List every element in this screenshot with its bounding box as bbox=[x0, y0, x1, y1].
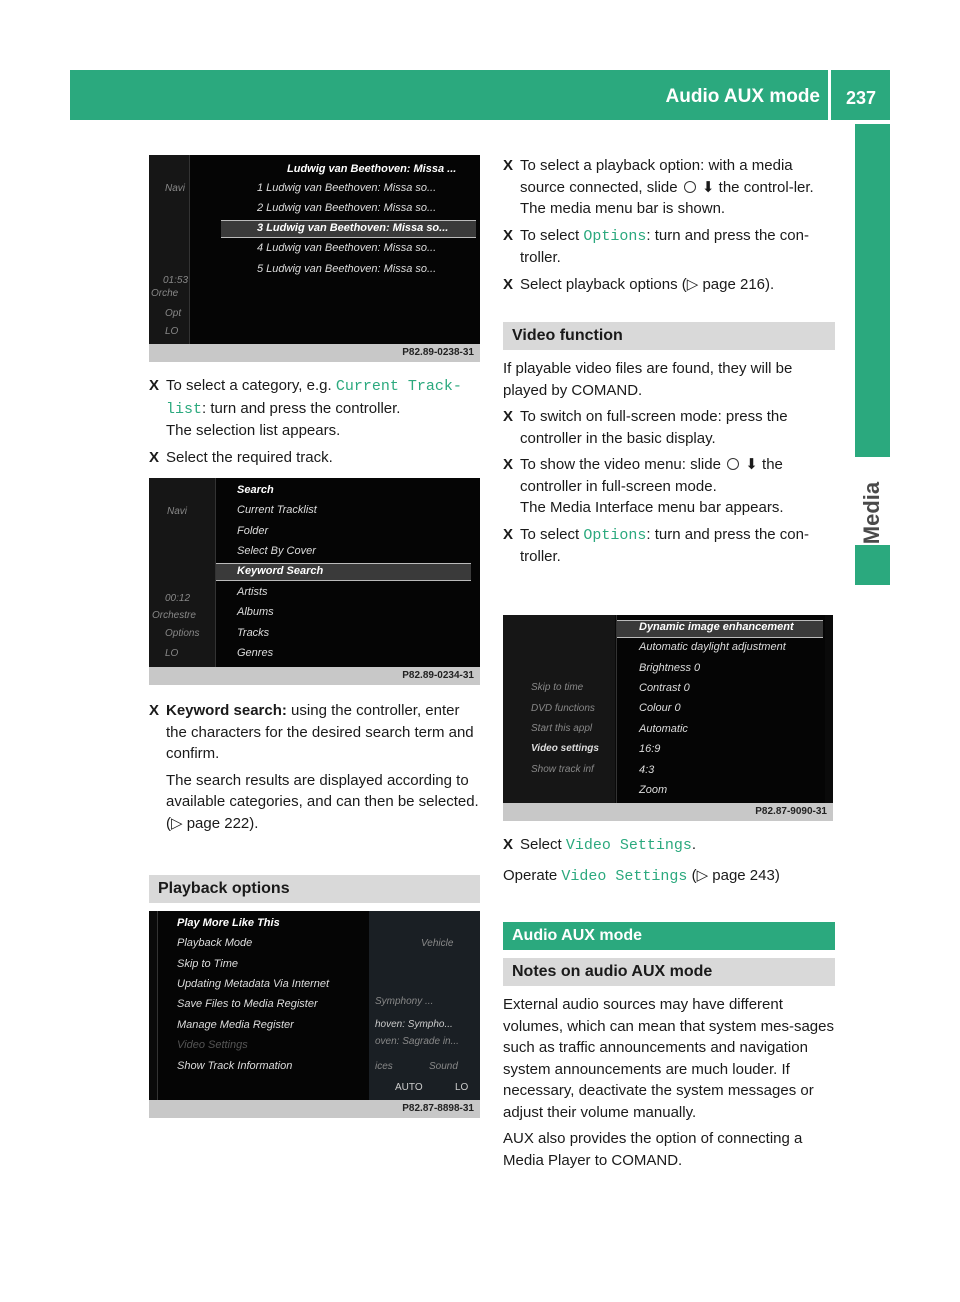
list-item: Show Track Information bbox=[177, 1060, 293, 1072]
list-item: Artists bbox=[237, 586, 268, 598]
left-label: Show track inf bbox=[531, 764, 594, 775]
list-item: Video Settings bbox=[177, 1039, 248, 1051]
left-label: Navi bbox=[167, 506, 188, 517]
inline-code: Options bbox=[583, 526, 647, 544]
step-text: ⬇ the controller in full-screen mode. bbox=[520, 456, 783, 495]
step: X Select playback options (▷ page 216). bbox=[503, 275, 775, 293]
list-item: Automatic bbox=[639, 723, 688, 735]
step-text: To select a playback option: with a media source connected, slide bbox=[520, 157, 793, 196]
left-label: Video settings bbox=[531, 743, 599, 754]
step-text: : turn and press the con‐troller. bbox=[520, 525, 809, 565]
inline-code: Video Settings bbox=[561, 867, 688, 885]
list-item: Current Tracklist bbox=[237, 504, 317, 516]
list-item: Search bbox=[237, 484, 274, 496]
paragraph: AUX also provides the option of connecting a Media Player to COMAND. bbox=[503, 1130, 803, 1169]
step-sub-text: The search results are displayed according to available categories, and can then be selected. (▷ page 222). bbox=[166, 771, 479, 832]
left-label: Opt bbox=[165, 308, 182, 319]
figure-code: P82.89-0234-31 bbox=[149, 667, 480, 685]
figure-code: P82.87-9090-31 bbox=[503, 803, 833, 821]
step-text: To select bbox=[520, 525, 584, 543]
list-item: Folder bbox=[237, 525, 269, 537]
step-text: using the controller, enter the characters for the desired search term and confirm. bbox=[166, 702, 474, 762]
step-text: Select bbox=[520, 836, 566, 853]
inline-code: Options bbox=[583, 227, 647, 245]
list-item: 3 Ludwig van Beethoven: Missa so... bbox=[257, 222, 449, 234]
right-label: ices bbox=[375, 1061, 393, 1072]
step: X To select a playback option: with a media source connected, slide ⬇ the control‐ler. The media menu bar is shown. bbox=[503, 157, 814, 217]
list-item: 16:9 bbox=[639, 743, 661, 755]
screenshot-playback-options bbox=[149, 911, 480, 1118]
inline-code: Video Settings bbox=[565, 837, 692, 854]
left-label: LO bbox=[165, 648, 179, 659]
screenshot-track-list bbox=[149, 155, 480, 362]
step: X Select the required track. bbox=[149, 448, 333, 466]
header-title: Audio AUX mode bbox=[665, 86, 820, 107]
section-heading: Video function bbox=[503, 322, 835, 350]
list-item: Zoom bbox=[639, 784, 668, 796]
para-text: Operate bbox=[503, 866, 562, 884]
screenshot-category-list bbox=[149, 478, 480, 685]
figure-code: P82.89-0238-31 bbox=[149, 344, 480, 362]
right-label: Sound bbox=[429, 1061, 458, 1072]
left-label: Options bbox=[165, 628, 200, 639]
list-item: Automatic daylight adjustment bbox=[639, 641, 786, 653]
list-item: 5 Ludwig van Beethoven: Missa so... bbox=[257, 263, 437, 275]
right-column bbox=[503, 155, 835, 573]
step: X Keyword search: using the controller, enter the characters for the desired search term and confirm. bbox=[149, 702, 474, 762]
left-label: Navi bbox=[165, 183, 186, 194]
step-text: . bbox=[691, 836, 697, 853]
controller-icon bbox=[684, 181, 696, 193]
left-column-middle bbox=[149, 700, 481, 839]
step-text: Select the required track. bbox=[166, 448, 333, 466]
list-item: Select By Cover bbox=[237, 545, 316, 557]
step: X To select a category, e.g. Current Track‐list: turn and press the controller. The selection list appears. bbox=[149, 377, 462, 439]
step-text: To select bbox=[520, 226, 584, 244]
step-sub: The Media Interface menu bar appears. bbox=[520, 499, 784, 516]
para-text: (▷ page 243) bbox=[687, 866, 780, 884]
step-sub: The media menu bar is shown. bbox=[520, 200, 726, 217]
step-text: To switch on full-screen mode: press the controller in the basic display. bbox=[520, 408, 788, 447]
list-item: Playback Mode bbox=[177, 937, 253, 949]
list-item: Skip to Time bbox=[177, 958, 239, 970]
step-text: : turn and press the con‐troller. bbox=[520, 226, 809, 266]
left-label: 01:53 bbox=[163, 275, 189, 286]
list-item: Manage Media Register bbox=[177, 1019, 294, 1031]
step-text: : turn and press the controller. bbox=[202, 399, 401, 417]
figure-code: P82.87-8898-31 bbox=[149, 1100, 480, 1118]
step: X To select Options: turn and press the con‐troller. bbox=[503, 226, 809, 266]
side-tab-block bbox=[855, 545, 890, 585]
left-label: Orchestre bbox=[152, 610, 196, 621]
list-item: Dynamic image enhancement bbox=[639, 621, 794, 633]
step-text: To show the video menu: slide bbox=[520, 456, 726, 473]
left-label: DVD functions bbox=[531, 703, 595, 714]
list-item: 4:3 bbox=[639, 764, 655, 776]
list-item: Updating Metadata Via Internet bbox=[177, 978, 330, 990]
left-column-heading bbox=[149, 875, 480, 911]
step-text: ⬇ the control‐ler. bbox=[697, 178, 814, 196]
step-sub: The selection list appears. bbox=[166, 422, 341, 439]
step-sub bbox=[149, 770, 481, 835]
step: X To select Options: turn and press the con‐troller. bbox=[503, 525, 809, 565]
right-label: hoven: Sympho... bbox=[375, 1019, 453, 1030]
list-item: Genres bbox=[237, 647, 274, 659]
page-number: 237 bbox=[845, 88, 877, 108]
page-header bbox=[70, 70, 890, 120]
section-heading-main: Audio AUX mode bbox=[503, 922, 835, 950]
right-label: oven: Sagrade in... bbox=[375, 1036, 459, 1047]
right-label: Symphony ... bbox=[375, 996, 434, 1007]
side-label-text: Media bbox=[859, 481, 884, 545]
left-label: 00:12 bbox=[165, 593, 191, 604]
section-heading: Notes on audio AUX mode bbox=[503, 958, 835, 986]
step: X Select Video Settings. bbox=[503, 836, 697, 854]
list-item: Play More Like This bbox=[177, 917, 280, 929]
list-item: 2 Ludwig van Beethoven: Missa so... bbox=[257, 202, 437, 214]
right-label: AUTO bbox=[395, 1082, 423, 1093]
left-label: Start this appl bbox=[531, 723, 593, 734]
left-label: Orche bbox=[151, 288, 179, 299]
left-column-top bbox=[149, 375, 481, 473]
list-item: Save Files to Media Register bbox=[177, 998, 318, 1010]
step: X To switch on full-screen mode: press the controller in the basic display. bbox=[503, 408, 788, 447]
paragraph bbox=[503, 865, 835, 888]
step: X To show the video menu: slide ⬇ the controller in full-screen mode. The Media Interface menu bar appears. bbox=[503, 456, 784, 516]
screenshot-video-menu bbox=[503, 615, 833, 821]
list-item: Colour 0 bbox=[639, 702, 681, 714]
header-separator bbox=[828, 70, 831, 120]
controller-icon bbox=[727, 458, 739, 470]
album-title: Ludwig van Beethoven: Missa ... bbox=[287, 163, 457, 175]
list-item: Keyword Search bbox=[237, 565, 324, 577]
list-item: Tracks bbox=[237, 627, 270, 639]
left-label: Skip to time bbox=[531, 682, 584, 693]
right-label: Vehicle bbox=[421, 938, 454, 949]
section-heading: Playback options bbox=[149, 875, 480, 903]
step-text: Select playback options (▷ page 216). bbox=[520, 275, 775, 293]
step-bold: Keyword search: bbox=[166, 702, 287, 719]
left-label: LO bbox=[165, 326, 179, 337]
list-item: Albums bbox=[237, 606, 274, 618]
right-column-bottom bbox=[503, 834, 835, 1176]
list-item: 4 Ludwig van Beethoven: Missa so... bbox=[257, 242, 437, 254]
step-text: To select a category, e.g. bbox=[166, 377, 336, 394]
paragraph: If playable video files are found, they will be played by COMAND. bbox=[503, 360, 793, 399]
list-item: 1 Ludwig van Beethoven: Missa so... bbox=[257, 182, 437, 194]
list-item: Brightness 0 bbox=[639, 662, 701, 674]
right-label: LO bbox=[455, 1082, 469, 1093]
inline-code: Current Track‐list bbox=[166, 378, 462, 418]
paragraph: External audio sources may have different volumes, which can mean that system mes‐sages such as traffic announcements and navigation system announcements are much louder. If necessary, deactivate the system messages or adjust their volume manually. bbox=[503, 996, 834, 1121]
list-item: Contrast 0 bbox=[639, 682, 690, 694]
